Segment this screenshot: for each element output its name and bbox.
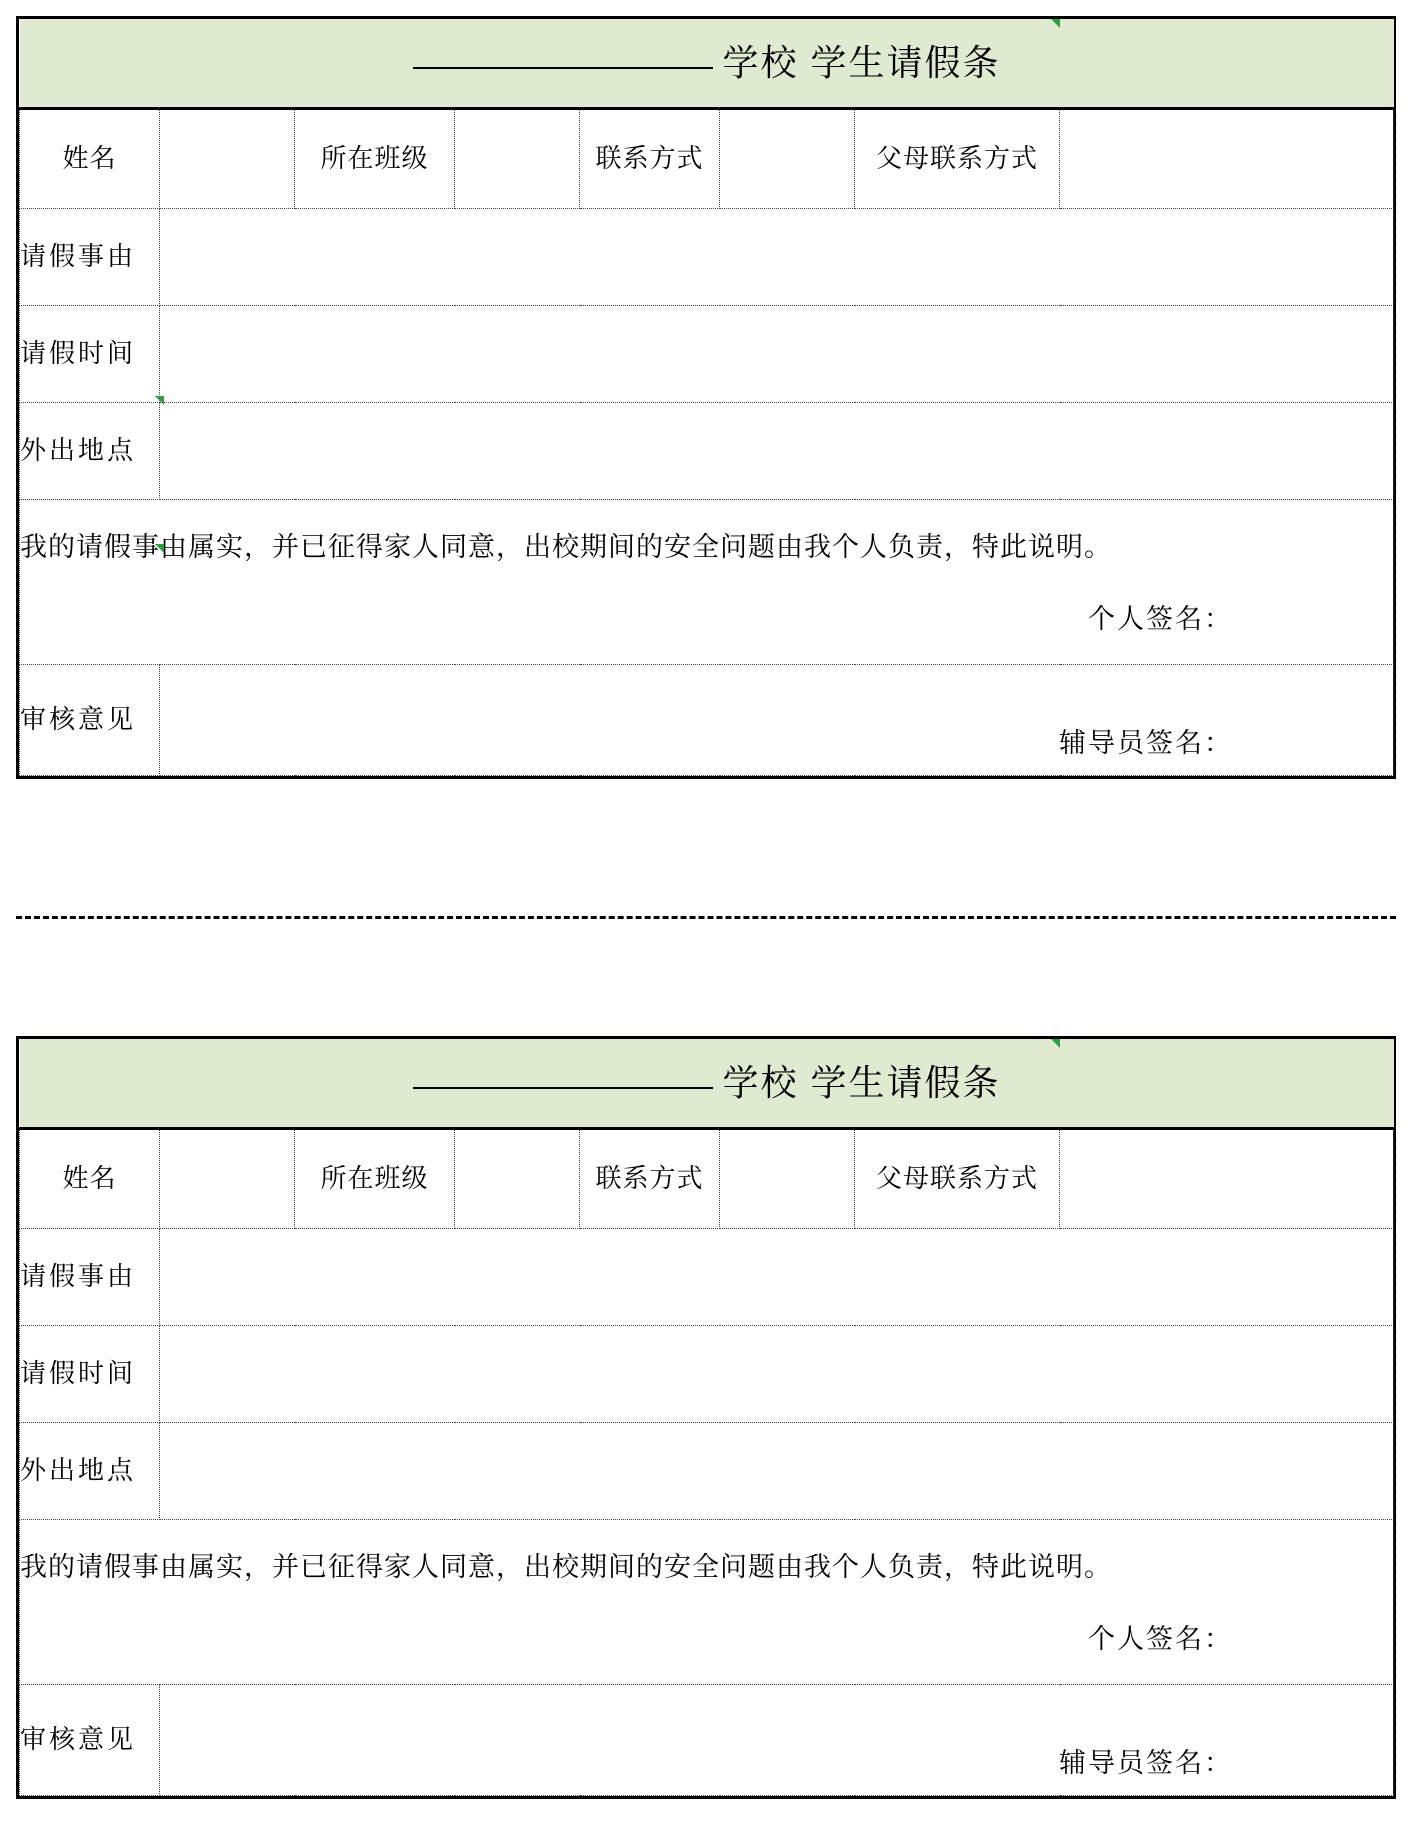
review-input-cell[interactable]	[160, 1685, 1394, 1796]
form-title-cell	[20, 19, 1394, 109]
statement-row	[20, 500, 1394, 665]
comment-marker-icon	[1051, 19, 1060, 28]
title-row	[20, 19, 1394, 109]
title-row	[20, 1039, 1394, 1129]
destination-input-cell[interactable]	[160, 1423, 1394, 1520]
reason-input-cell[interactable]	[160, 1229, 1394, 1326]
destination-label: 外出地点	[20, 1423, 160, 1520]
review-label: 审核意见	[20, 1685, 160, 1796]
personal-signature-line[interactable]: 个人签名：	[1088, 1623, 1234, 1654]
reason-input-cell[interactable]	[160, 209, 1394, 306]
time-row	[20, 306, 1394, 403]
destination-row	[20, 403, 1394, 500]
reason-label: 请假事由	[20, 1229, 160, 1326]
school-name-blank[interactable]	[413, 67, 713, 69]
review-input-cell[interactable]	[160, 665, 1394, 776]
parent-contact-input-cell[interactable]	[1060, 109, 1394, 209]
class-label: 所在班级	[295, 1129, 455, 1229]
parent-contact-label: 父母联系方式	[855, 109, 1060, 209]
review-row	[20, 1685, 1394, 1796]
destination-input-cell[interactable]	[160, 403, 1394, 500]
counselor-signature-line[interactable]: 辅导员签名：	[1059, 1747, 1234, 1778]
time-row	[20, 1326, 1394, 1423]
comment-marker-icon	[1051, 1039, 1060, 1048]
form-title: 学校 学生请假条	[413, 1062, 1001, 1103]
leave-form-table	[19, 19, 1394, 776]
info-header-row	[20, 109, 1394, 209]
contact-input-cell[interactable]	[720, 1129, 855, 1229]
leave-slip-copy-1	[16, 16, 1396, 779]
name-input-cell[interactable]	[160, 1129, 295, 1229]
time-label: 请假时间	[20, 306, 160, 403]
contact-label: 联系方式	[580, 109, 720, 209]
reason-row	[20, 1229, 1394, 1326]
statement-cell	[20, 500, 1394, 665]
contact-input-cell[interactable]	[720, 109, 855, 209]
review-label: 审核意见	[20, 665, 160, 776]
info-header-row	[20, 1129, 1394, 1229]
time-input-cell[interactable]	[160, 306, 1394, 403]
statement-cell	[20, 1520, 1394, 1685]
leave-form-table	[19, 1039, 1394, 1796]
class-input-cell[interactable]	[455, 1129, 580, 1229]
school-name-blank[interactable]	[413, 1087, 713, 1089]
parent-contact-input-cell[interactable]	[1060, 1129, 1394, 1229]
cut-line	[16, 916, 1396, 919]
destination-row	[20, 1423, 1394, 1520]
name-label: 姓名	[20, 1129, 160, 1229]
class-input-cell[interactable]	[455, 109, 580, 209]
counselor-signature-line[interactable]: 辅导员签名：	[1059, 727, 1234, 758]
parent-contact-label: 父母联系方式	[855, 1129, 1060, 1229]
name-label: 姓名	[20, 109, 160, 209]
destination-label: 外出地点	[20, 403, 160, 500]
comment-marker-icon	[155, 544, 164, 553]
statement-text: 我的请假事由属实，并已征得家人同意，出校期间的安全问题由我个人负责，特此说明。	[20, 532, 1112, 563]
personal-signature-line[interactable]: 个人签名：	[1088, 603, 1234, 634]
class-label: 所在班级	[295, 109, 455, 209]
time-input-cell[interactable]	[160, 1326, 1394, 1423]
reason-label: 请假事由	[20, 209, 160, 306]
name-input-cell[interactable]	[160, 109, 295, 209]
form-title-cell	[20, 1039, 1394, 1129]
statement-row	[20, 1520, 1394, 1685]
leave-slip-copy-2	[16, 1036, 1396, 1799]
contact-label: 联系方式	[580, 1129, 720, 1229]
form-title: 学校 学生请假条	[413, 42, 1001, 83]
review-row	[20, 665, 1394, 776]
comment-marker-icon	[155, 396, 164, 405]
reason-row	[20, 209, 1394, 306]
statement-text: 我的请假事由属实，并已征得家人同意，出校期间的安全问题由我个人负责，特此说明。	[20, 1552, 1112, 1583]
time-label: 请假时间	[20, 1326, 160, 1423]
